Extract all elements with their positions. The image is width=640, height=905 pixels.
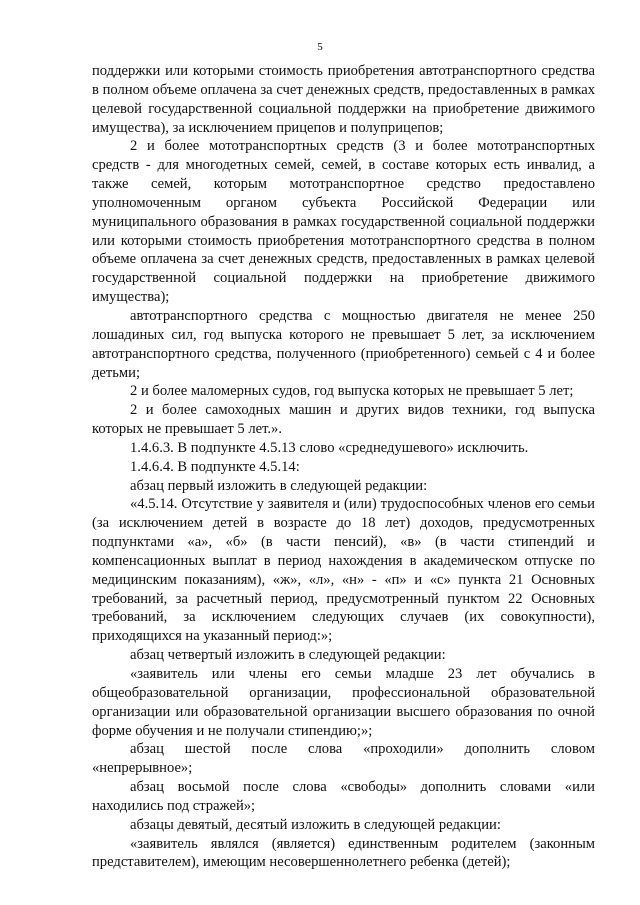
paragraph: «заявитель или члены его семьи младше 23 лет обучались в общеобразовательной организации, профессиональной образовательной организации или образовательной организации высшего образования по очной форме обучения и не получали стипендию;»; <box>92 666 595 739</box>
paragraph: абзац шестой после слова «проходили» дополнить словом «непрерывное»; <box>92 741 595 777</box>
paragraph: «4.5.14. Отсутствие у заявителя и (или) трудоспособных членов его семьи (за исключением детей в возрасте до 18 лет) доходов, предусмотренных подпунктами «а», «б» (в части пенсий), «в» (в части стипендий и компенсационных выплат в период нахождения в академическом отпуске по медицинским показаниям), «ж», «л», «н» - «п» и «с» пункта 21 Основных требований, за расчетный период, предусмотренный пунктом 22 Основных требований, за исключением следующих случаев (их совокупности), приходящихся на указанный период:»; <box>92 496 595 645</box>
paragraph: абзац четвертый изложить в следующей редакции: <box>130 647 446 664</box>
paragraph: абзацы девятый, десятый изложить в следующей редакции: <box>130 816 501 833</box>
document-body <box>92 62 595 872</box>
paragraph: 1.4.6.3. В подпункте 4.5.13 слово «среднедушевого» исключить. <box>130 439 529 456</box>
paragraph: абзац первый изложить в следующей редакции: <box>130 477 428 494</box>
paragraph: 2 и более самоходных машин и других видов техники, год выпуска которых не превышает 5 лет.». <box>92 402 595 438</box>
paragraph: «заявитель являлся (является) единственным родителем (законным представителем), имеющим несовершеннолетнего ребенка (детей); <box>92 835 595 871</box>
paragraph: 1.4.6.4. В подпункте 4.5.14: <box>130 458 300 475</box>
page-number: 5 <box>317 41 323 53</box>
paragraph: 2 и более мототранспортных средств (3 и более мототранспортных средств - для многодетных семей, семей, в составе которых есть инвалид, а также семей, которым мототранспортное средство предоставлено уполномоченным органом субъекта Российской Федерации или муниципального образования в рамках государственной социальной поддержки или которыми стоимость приобретения мототранспортного средства в полном объеме оплачена за счет денежных средств, предоставленных в рамках целевой государственной социальной поддержки на приобретение движимого имущества); <box>92 138 595 306</box>
paragraph: автотранспортного средства с мощностью двигателя не менее 250 лошадиных сил, год выпуска которого не превышает 5 лет, за исключением автотранспортного средства, полученного (приобретенного) семьей с 4 и более детьми; <box>92 307 595 381</box>
paragraph: абзац восьмой после слова «свободы» дополнить словами «или находились под стражей»; <box>92 779 595 814</box>
paragraph: поддержки или которыми стоимость приобретения автотранспортного средства в полном объеме оплачена за счет денежных средств, предоставленных в рамках целевой государственной социальной поддержки на приобретение движимого имущества), за исключением прицепов и полуприцепов; <box>92 63 595 136</box>
paragraph: 2 и более маломерных судов, год выпуска которых не превышает 5 лет; <box>130 383 574 400</box>
